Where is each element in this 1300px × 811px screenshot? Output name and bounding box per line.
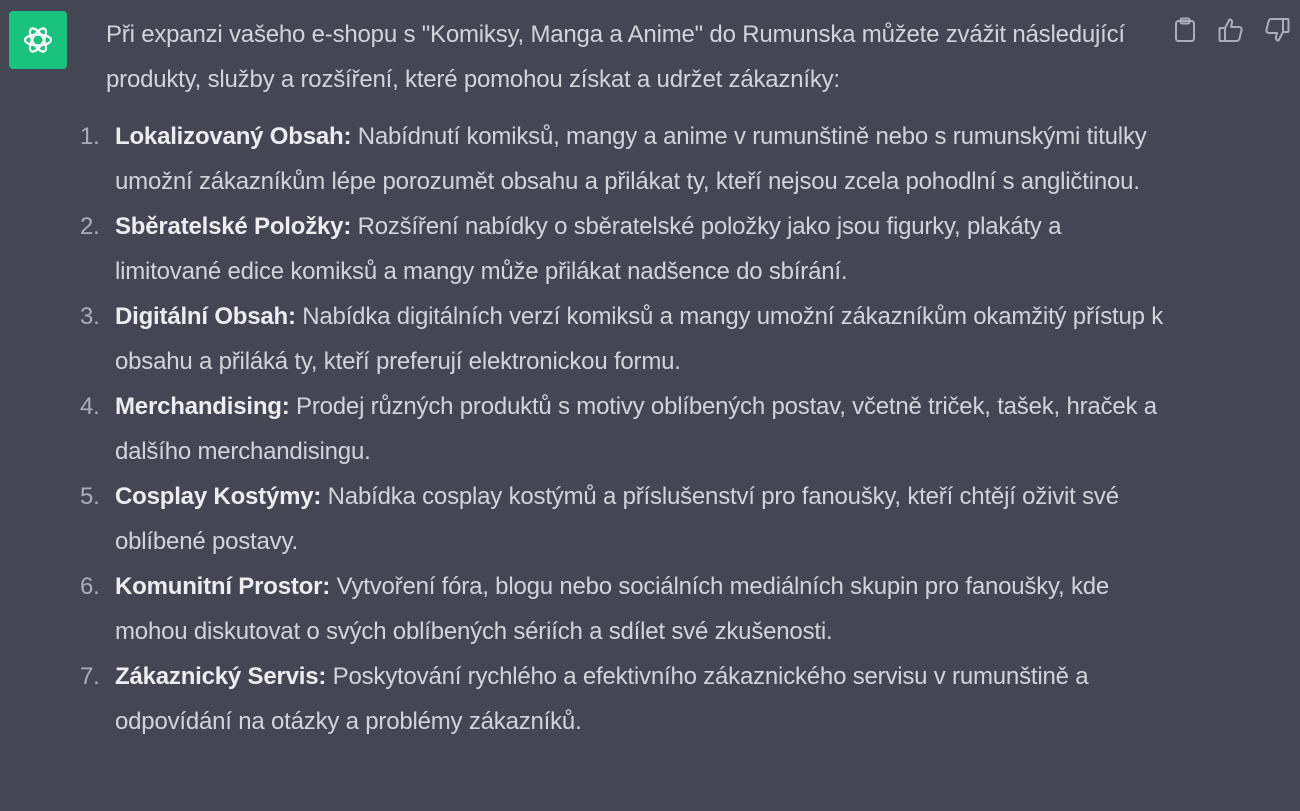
list-item — [80, 474, 1166, 564]
list-item — [80, 654, 1166, 744]
list-item-title: Digitální Obsah: — [115, 303, 296, 330]
list-item-number: 6. — [80, 573, 100, 600]
list-item-number: 5. — [80, 483, 100, 510]
copy-button[interactable] — [1172, 16, 1198, 44]
list-item-number: 4. — [80, 393, 100, 420]
list-item-title: Komunitní Prostor: — [115, 573, 331, 600]
list-item — [80, 114, 1166, 204]
list-item-number: 3. — [80, 303, 100, 330]
list-item-text: Nabídka digitálních verzí komiksů a mangy umožní zákazníkům okamžitý přístup k obsahu a přiláká ty, kteří preferují elektronickou formu. — [115, 303, 1164, 375]
list-item-title: Zákaznický Servis: — [115, 663, 327, 690]
message-content — [80, 12, 1166, 744]
list-item-text: Nabídnutí komiksů, mangy a anime v rumunštině nebo s rumunskými titulky umožní zákazníkům lépe porozumět obsahu a přilákat ty, kteří nejsou zcela pohodlní s angličtinou. — [115, 123, 1147, 195]
thumbs-up-icon — [1218, 17, 1244, 43]
intro-paragraph: Při expanzi vašeho e-shopu s "Komiksy, Manga a Anime" do Rumunska můžete zvážit následující produkty, služby a rozšíření, které pomohou získat a udržet zákazníky: — [106, 21, 1125, 93]
list-item-title: Sběratelské Položky: — [115, 213, 352, 240]
openai-logo-icon — [22, 24, 54, 56]
list-item-number: 1. — [80, 123, 100, 150]
clipboard-icon — [1174, 17, 1196, 43]
thumbs-down-icon — [1264, 17, 1290, 43]
suggestion-list — [80, 114, 1166, 744]
list-item-number: 2. — [80, 213, 100, 240]
list-item-text: Poskytování rychlého a efektivního zákaznického servisu v rumunštině a odpovídání na otázky a problémy zákazníků. — [115, 663, 1089, 735]
list-item — [80, 204, 1166, 294]
list-item-title: Lokalizovaný Obsah: — [115, 123, 352, 150]
list-item-title: Merchandising: — [115, 393, 290, 420]
assistant-avatar — [9, 11, 67, 69]
list-item — [80, 384, 1166, 474]
thumbs-down-button[interactable] — [1264, 16, 1290, 44]
message-actions — [1172, 16, 1290, 44]
list-item — [80, 294, 1166, 384]
list-item-number: 7. — [80, 663, 100, 690]
list-item-text: Nabídka cosplay kostýmů a příslušenství pro fanoušky, kteří chtějí oživit své oblíbené postavy. — [115, 483, 1119, 555]
list-item-text: Prodej různých produktů s motivy oblíbených postav, včetně triček, tašek, hraček a dalšího merchandisingu. — [115, 393, 1157, 465]
list-item-title: Cosplay Kostýmy: — [115, 483, 322, 510]
list-item-text: Rozšíření nabídky o sběratelské položky jako jsou figurky, plakáty a limitované edice komiksů a mangy může přilákat nadšence do sbírání. — [115, 213, 1062, 285]
thumbs-up-button[interactable] — [1218, 16, 1244, 44]
list-item — [80, 564, 1166, 654]
list-item-text: Vytvoření fóra, blogu nebo sociálních mediálních skupin pro fanoušky, kde mohou diskutovat o svých oblíbených sériích a sdílet své zkušenosti. — [115, 573, 1110, 645]
